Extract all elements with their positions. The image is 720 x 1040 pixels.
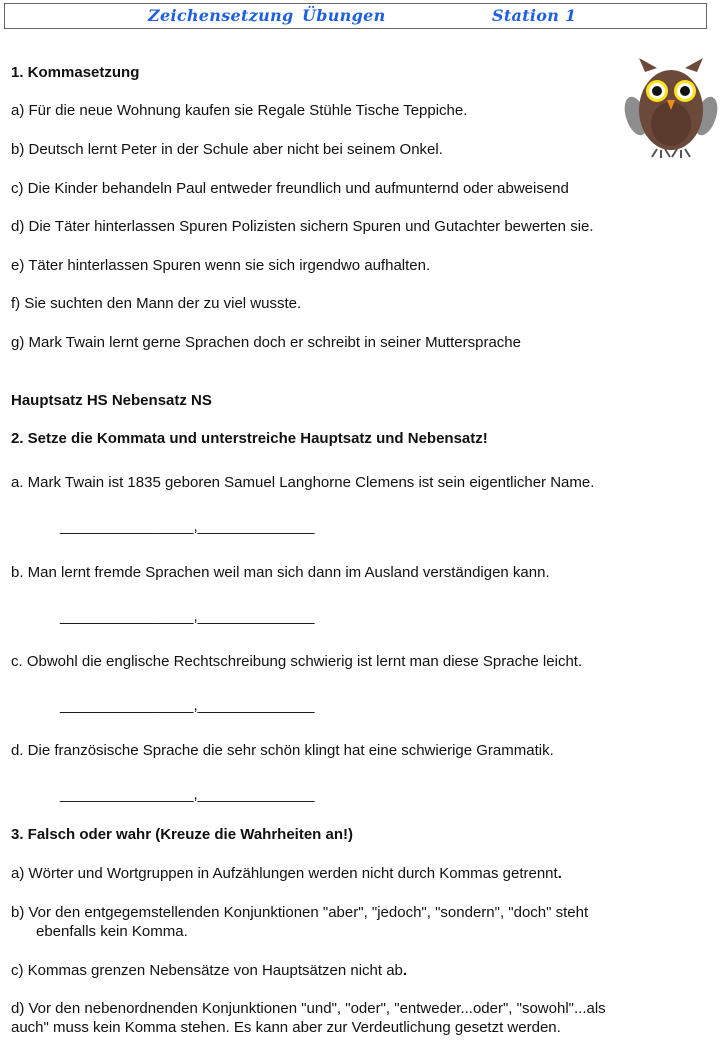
statement-3b-line1: b) Vor den entgegemstellenden Konjunktionen "aber", "jedoch", "sondern", "doch" steht bbox=[11, 904, 589, 921]
worksheet-header bbox=[4, 3, 707, 29]
hauptsatz-nebensatz-subtitle: Hauptsatz HS Nebensatz NS bbox=[11, 392, 212, 409]
statement-3d-line2: auch" muss kein Komma stehen. Es kann aber zur Verdeutlichung gesetzt werden. bbox=[11, 1019, 561, 1036]
answer-line-2b[interactable]: ________________,______________ bbox=[60, 608, 315, 625]
exercise-1e: e) Täter hinterlassen Spuren wenn sie sich irgendwo aufhalten. bbox=[11, 257, 431, 274]
exercise-1g: g) Mark Twain lernt gerne Sprachen doch er schreibt in seiner Muttersprache bbox=[11, 334, 521, 351]
exercise-2d: d. Die französische Sprache die sehr schön klingt hat eine schwierige Grammatik. bbox=[11, 742, 554, 759]
statement-3d-line1: d) Vor den nebenordnenden Konjunktionen "und", "oder", "entweder...oder", "sowohl"...als bbox=[11, 1000, 606, 1017]
statement-3a-end: . bbox=[557, 865, 562, 882]
statement-3a bbox=[11, 864, 562, 883]
header-topic: Zeichensetzung bbox=[148, 6, 294, 25]
exercise-1f: f) Sie suchten den Mann der zu viel wusste. bbox=[11, 295, 302, 312]
answer-line-2d[interactable]: ________________,______________ bbox=[60, 786, 315, 803]
section-kommasetzung-title: 1. Kommasetzung bbox=[11, 64, 140, 81]
exercise-2c: c. Obwohl die englische Rechtschreibung schwierig ist lernt man diese Sprache leicht. bbox=[11, 653, 583, 670]
header-type: Übungen bbox=[302, 6, 386, 25]
statement-3c-end: . bbox=[402, 962, 408, 979]
exercise-1c: c) Die Kinder behandeln Paul entweder freundlich und aufmunternd oder abweisend bbox=[11, 180, 569, 197]
answer-line-2a[interactable]: ________________,______________ bbox=[60, 518, 315, 535]
statement-3c-text: c) Kommas grenzen Nebensätze von Hauptsätzen nicht ab bbox=[11, 962, 403, 979]
owl-illustration bbox=[623, 58, 719, 158]
statement-3c bbox=[11, 961, 407, 980]
exercise-1a: a) Für die neue Wohnung kaufen sie Regale Stühle Tische Teppiche. bbox=[11, 102, 468, 119]
statement-3a-text: a) Wörter und Wortgruppen in Aufzählungen werden nicht durch Kommas getrennt bbox=[11, 865, 558, 882]
header-station: Station 1 bbox=[492, 6, 577, 25]
exercise-2b: b. Man lernt fremde Sprachen weil man sich dann im Ausland verständigen kann. bbox=[11, 564, 550, 581]
section-2-title: 2. Setze die Kommata und unterstreiche Hauptsatz und Nebensatz! bbox=[11, 430, 488, 447]
statement-3b-line2: ebenfalls kein Komma. bbox=[36, 923, 188, 940]
answer-line-2c[interactable]: ________________,______________ bbox=[60, 697, 315, 714]
exercise-1d: d) Die Täter hinterlassen Spuren Polizisten sichern Spuren und Gutachter bewerten sie. bbox=[11, 218, 594, 235]
exercise-2a: a. Mark Twain ist 1835 geboren Samuel Langhorne Clemens ist sein eigentlicher Name. bbox=[11, 474, 595, 491]
exercise-1b: b) Deutsch lernt Peter in der Schule aber nicht bei seinem Onkel. bbox=[11, 141, 443, 158]
section-3-title: 3. Falsch oder wahr (Kreuze die Wahrheiten an!) bbox=[11, 826, 354, 843]
